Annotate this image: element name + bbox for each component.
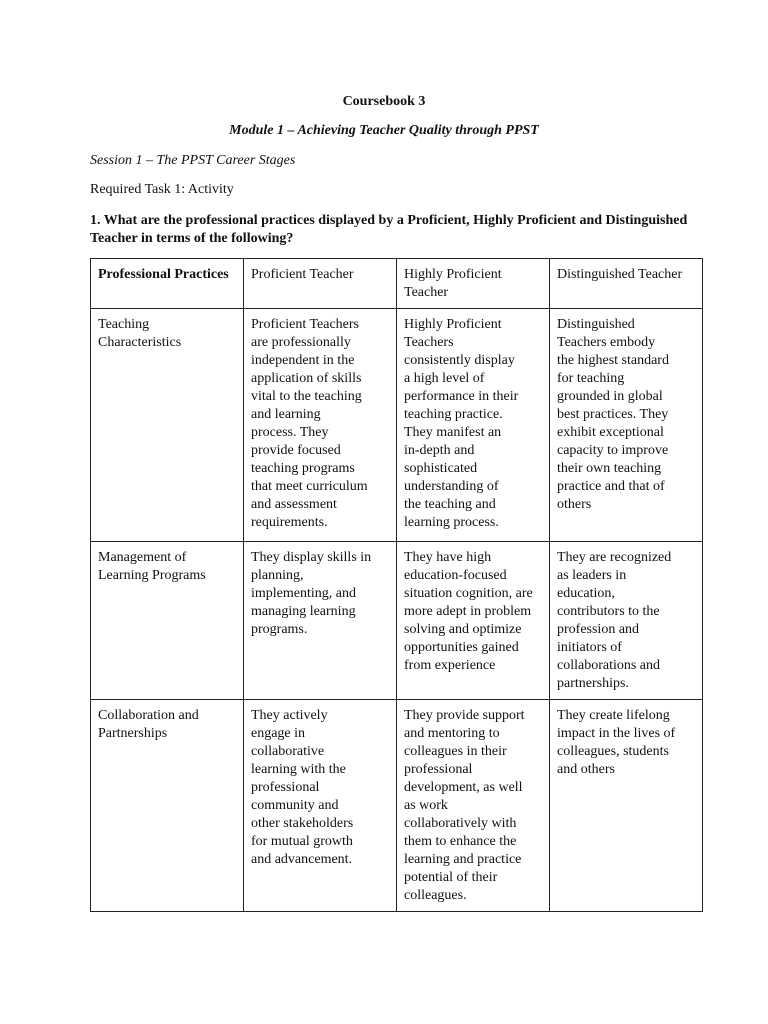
module-title: Module 1 – Achieving Teacher Quality through PPST <box>229 123 539 138</box>
task-title: Required Task 1: Activity <box>90 182 234 197</box>
table-row <box>91 542 703 700</box>
table-row <box>91 309 703 542</box>
distinguished-cell: They create lifelong impact in the lives of colleagues, students and others <box>550 700 703 912</box>
practice-label: Management of Learning Programs <box>91 542 244 700</box>
practice-label: Collaboration and Partnerships <box>91 700 244 912</box>
practice-label: Teaching Characteristics <box>91 309 244 542</box>
column-header-professional-practices: Professional Practices <box>91 259 244 309</box>
column-header-highly-proficient-teacher: Highly Proficient Teacher <box>397 259 550 309</box>
column-header-proficient-teacher: Proficient Teacher <box>244 259 397 309</box>
table-header-row <box>91 259 703 309</box>
table-row <box>91 700 703 912</box>
highly-proficient-cell: Highly Proficient Teachers consistently display a high level of performance in their teaching practice. They manifest an in-depth and sophisticated understanding of the teaching and learning process. <box>397 309 550 542</box>
highly-proficient-cell: They provide support and mentoring to colleagues in their professional development, as well as work collaboratively with them to enhance the learning and practice potential of their colleagues. <box>397 700 550 912</box>
proficient-cell: They display skills in planning, implementing, and managing learning programs. <box>244 542 397 700</box>
distinguished-cell: Distinguished Teachers embody the highest standard for teaching grounded in global best practices. They exhibit exceptional capacity to improve their own teaching practice and that of others <box>550 309 703 542</box>
column-header-distinguished-teacher: Distinguished Teacher <box>550 259 703 309</box>
coursebook-title: Coursebook 3 <box>342 94 426 109</box>
question-text: 1. What are the professional practices displayed by a Proficient, Highly Proficient and Distinguished Teacher in terms of the following? <box>90 213 688 246</box>
session-title: Session 1 – The PPST Career Stages <box>90 153 296 168</box>
professional-practices-table <box>90 258 703 912</box>
distinguished-cell: They are recognized as leaders in education, contributors to the profession and initiators of collaborations and partnerships. <box>550 542 703 700</box>
highly-proficient-cell: They have high education-focused situation cognition, are more adept in problem solving and optimize opportunities gained from experience <box>397 542 550 700</box>
proficient-cell: They actively engage in collaborative learning with the professional community and other stakeholders for mutual growth and advancement. <box>244 700 397 912</box>
proficient-cell: Proficient Teachers are professionally independent in the application of skills vital to the teaching and learning process. They provide focused teaching programs that meet curriculum and assessment requirements. <box>244 309 397 542</box>
